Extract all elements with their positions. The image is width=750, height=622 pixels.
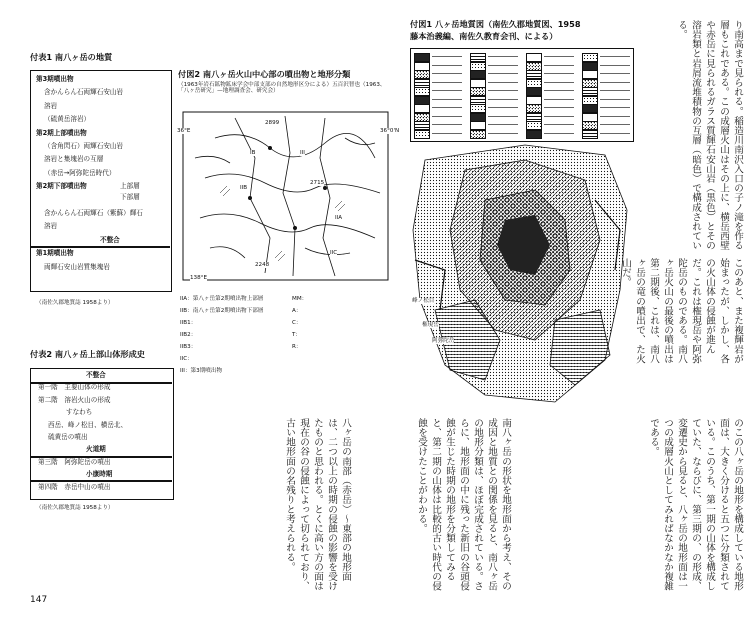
figure1-map xyxy=(405,140,633,410)
figure1-legend-swatch xyxy=(414,130,430,139)
figure2-legend-item: IIB：南八ヶ岳第2期噴出物下部層 xyxy=(180,308,264,314)
figure1-legend-line xyxy=(544,133,574,134)
table2-row: すなわち xyxy=(66,408,93,417)
figure2-legend-item: IIC： xyxy=(180,356,193,362)
figure2-map-label: 2715 xyxy=(310,180,325,186)
figure1-subtitle: 藤本治義編、南佐久教育会刊、による） xyxy=(410,31,558,41)
figure1-legend-line xyxy=(544,99,574,100)
figure1-legend-line xyxy=(488,107,518,108)
table2-divider xyxy=(30,456,172,458)
table1-row: 溶岩 xyxy=(44,222,58,231)
figure2-legend-item: IIB3： xyxy=(180,344,197,350)
figure1-label-amidadake: 阿弥陀岳 xyxy=(432,338,455,344)
figure1-legend-line xyxy=(600,73,630,74)
body-text-bottom-mid: 南八ヶ岳の形状を地形面から考え、その成因と地質との関係を見ると、南八ヶ岳の地形分類は、ほぼ完成されている。さらに、地形面の中に残った新旧の谷頭侵蝕が生じた時期の地形を分類してみると、第二期の山体は比較的古い時代の侵蝕を受けたことがわかる。 xyxy=(416,418,511,591)
table2-divider xyxy=(30,480,172,482)
figure2-map-label: 36°0'N xyxy=(380,128,400,134)
figure1-legend-line xyxy=(544,56,574,57)
table1-row: 第2期上部噴出物 xyxy=(36,128,87,137)
page-number: 147 xyxy=(30,595,48,605)
figure2-legend-item: IIB2： xyxy=(180,332,197,338)
figure1-legend-line xyxy=(544,116,574,117)
table2-row: 小康時期 xyxy=(86,470,113,479)
table1-row: 第2期下部噴出物 xyxy=(36,182,87,191)
figure1-legend-line xyxy=(488,133,518,134)
figure2-map-label: IIC xyxy=(330,250,338,256)
figure1-legend-line xyxy=(544,73,574,74)
figure1-legend-line xyxy=(488,56,518,57)
figure1-legend-line xyxy=(600,124,630,125)
figure1-legend-line xyxy=(432,124,462,125)
table2-row: 不整合 xyxy=(86,371,106,379)
body-text-top-right-2: このあと、また複輝岩が始まったが、しかし、各の火山体の侵蝕が進んだ。これは権現岳や阿弥陀岳のものである。南八ヶ岳火山の最後の噴出は第二期後、これは、南八ヶ岳の竜の噴出で、た火山だ。 xyxy=(620,258,743,364)
figure1-legend-line xyxy=(488,73,518,74)
figure1-legend-line xyxy=(600,56,630,57)
figure2-map-label: 138°E xyxy=(190,275,208,281)
table1-row: 第1期噴出物 xyxy=(36,249,74,258)
figure2-title: 付図2 南八ヶ岳火山中心部の噴出物と地形分類 xyxy=(178,69,351,79)
figure1-legend-line xyxy=(432,116,462,117)
figure1-legend-swatch xyxy=(526,130,542,139)
figure1-legend-swatch xyxy=(470,130,486,139)
table1-row: 下部層 xyxy=(120,193,140,202)
figure2-map-label: IIB xyxy=(240,185,248,191)
table1-row: 含かんらん石両輝石（紫蘇）輝石 xyxy=(44,209,143,217)
figure1-legend-line xyxy=(600,82,630,83)
table1-row: 両輝石安山岩質集塊岩 xyxy=(44,262,110,271)
figure2-map-label: IB xyxy=(250,150,256,156)
figure1-legend-line xyxy=(544,124,574,125)
table1-row: 不整合 xyxy=(100,235,120,244)
figure2-legend-item: III：第3期噴出物 xyxy=(180,368,223,374)
figure2-subtitle: （1963年岩石鉱物鉱床学会中部支部の自然地形区分による）五百沢智也（1963、「八ヶ岳研究」—地理調査会、研究会） xyxy=(178,82,386,95)
table1-divider xyxy=(30,246,170,248)
figure1-legend-line xyxy=(600,107,630,108)
figure2-map-label: 36°E xyxy=(177,128,191,134)
table2-row: 第三階 阿弥陀岳の噴出 xyxy=(38,457,111,466)
figure1-legend-line xyxy=(600,116,630,117)
figure1-label-minenomatsume: 峰ノ松目 xyxy=(412,298,435,304)
table1-row: （含角閃石）両輝石安山岩 xyxy=(44,142,124,150)
table1-title: 付表1 南八ヶ岳の地質 xyxy=(30,52,113,62)
figure2-legend-item: MM： xyxy=(292,296,308,302)
table2-row: 第一階 主要山体の形成 xyxy=(38,383,111,392)
figure1-legend-line xyxy=(488,99,518,100)
figure2-map-label: 2248 xyxy=(255,262,270,268)
table2-divider xyxy=(30,382,172,384)
figure1-legend-line xyxy=(544,107,574,108)
table1-row: 含かんらん石両輝石安山岩 xyxy=(44,88,124,97)
table1-row: 上部層 xyxy=(120,182,140,191)
figure2-legend-item: A： xyxy=(292,308,302,314)
table2-source: （南佐久郡地質誌 1958より） xyxy=(36,505,114,511)
figure1-legend-line xyxy=(488,90,518,91)
figure1-legend-line xyxy=(488,124,518,125)
table2-row: 第四階 赤岳中山の噴出 xyxy=(38,482,111,491)
table2-row: 西岳、峰ノ松目、横岳北、 xyxy=(48,420,128,429)
figure1-legend-line xyxy=(488,82,518,83)
figure2-legend-item: R： xyxy=(292,344,302,350)
table1-row: （硫黄岳溶岩） xyxy=(44,115,91,124)
table1-source: （南佐久郡地質誌 1958より） xyxy=(36,300,114,306)
figure1-legend-line xyxy=(432,99,462,100)
body-text-bottom-right: のこの八ヶ岳の地形を構成している地形面は、大きく分けると五つに分類されている。このうち、第一期の山体を構成していた、ならびに、第三期の、の形成、変遷史から見ると、八ヶ岳の地形面は一つの成層火山としてみればなかなか複雑である。 xyxy=(648,418,743,591)
body-text-top-right: り南高まで見られる。稲造川南沢入口の子ノ滝を作る層もこれである。この成層火山はその上に、横岳西壁や赤岳に見られるガラス質輝石安山岩（黒色）とその溶岩類と岩屑流堆積物の互層（暗色）で構成されている。 xyxy=(676,20,743,251)
body-text-bottom-left: 八ヶ岳の南部（赤岳）〜東部の地形面は、二つ以上の時期の侵蝕の影響を受けたものと思われる。とくに高い方の面は現在の谷の侵蝕によって切られており、古い地形面の名残りと考えられる。 xyxy=(284,418,351,591)
table1-row: 第3期噴出物 xyxy=(36,75,74,83)
figure1-legend-line xyxy=(600,133,630,134)
figure1-legend-line xyxy=(600,99,630,100)
figure1-legend-line xyxy=(432,82,462,83)
table1-row: 溶岩 xyxy=(44,101,58,110)
figure1-title: 付図1 八ヶ岳地質図（南佐久郡地質図、1958 xyxy=(410,19,581,29)
figure1-label-gongendake: 権現岳 xyxy=(422,322,439,328)
figure2-map xyxy=(175,98,400,288)
figure1-legend-line xyxy=(544,65,574,66)
table2-row: 火道期 xyxy=(86,445,106,454)
table1-row: 溶岩と集塊岩の互層 xyxy=(44,155,104,164)
figure1-legend-line xyxy=(432,73,462,74)
figure1-legend-line xyxy=(432,133,462,134)
figure2-map-label: III xyxy=(300,150,305,156)
figure1-legend-line xyxy=(488,116,518,117)
figure1-legend-swatch xyxy=(582,130,598,139)
table2-row: 硫黄岳の噴出 xyxy=(48,433,88,441)
figure2-legend-item: T： xyxy=(292,332,302,338)
figure2-map-label: IIA xyxy=(335,215,343,221)
figure1-legend-line xyxy=(488,65,518,66)
figure2-legend-item: IIA：第八ヶ岳第2期噴出物上部層 xyxy=(180,296,264,302)
figure1-legend-box xyxy=(410,48,634,142)
figure1-legend-line xyxy=(432,65,462,66)
figure1-legend-line xyxy=(432,107,462,108)
figure1-legend-line xyxy=(544,82,574,83)
figure1-legend-line xyxy=(432,56,462,57)
table2-title: 付表2 南八ヶ岳上部山体形成史 xyxy=(30,349,145,359)
figure1-legend-line xyxy=(544,90,574,91)
table2-row: 第二階 溶岩火山の形成 xyxy=(38,395,111,404)
figure1-legend-line xyxy=(432,90,462,91)
figure2-map-label: 2899 xyxy=(265,120,280,126)
figure1-legend-line xyxy=(600,65,630,66)
table1-row: （赤岳→阿弥陀岳時代） xyxy=(44,168,116,177)
figure2-legend-item: IIB1： xyxy=(180,320,197,326)
figure1-legend-line xyxy=(600,90,630,91)
figure2-legend-item: C： xyxy=(292,320,302,326)
